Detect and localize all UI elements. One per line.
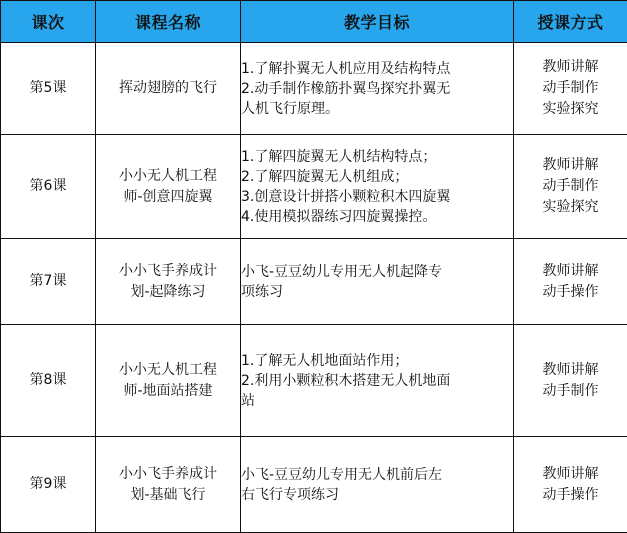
- table-row: [1, 437, 627, 533]
- course-name-line: 小小无人机工程: [96, 360, 240, 381]
- table-row: [1, 325, 627, 437]
- course-name-line: 小小飞手养成计: [96, 464, 240, 485]
- method-line: 动手制作: [514, 176, 627, 197]
- teaching-goal-cell: [241, 43, 514, 135]
- method-line: 动手制作: [514, 78, 627, 99]
- teaching-method-cell: [514, 135, 627, 239]
- goal-line: 1.了解扑翼无人机应用及结构特点: [241, 59, 513, 79]
- course-name-line: 师-创意四旋翼: [96, 187, 240, 208]
- course-name-line: 划-起降练习: [96, 282, 240, 303]
- goal-line: 3.创意设计拼搭小颗粒积木四旋翼: [241, 187, 513, 207]
- goal-line: 1.了解无人机地面站作用；: [241, 351, 513, 371]
- lesson-cell: 第8课: [1, 325, 96, 437]
- teaching-goal-cell: [241, 325, 514, 437]
- method-line: 教师讲解: [514, 261, 627, 282]
- method-line: 教师讲解: [514, 464, 627, 485]
- goal-line: 站: [241, 391, 513, 411]
- course-name-cell: [96, 43, 241, 135]
- method-line: 动手操作: [514, 282, 627, 303]
- lesson-cell: 第9课: [1, 437, 96, 533]
- method-line: 教师讲解: [514, 155, 627, 176]
- table-row: [1, 43, 627, 135]
- goal-line: 2.利用小颗粒积木搭建无人机地面: [241, 371, 513, 391]
- goal-line: 2.动手制作橡筋扑翼鸟探究扑翼无: [241, 79, 513, 99]
- course-name-line: 小小飞手养成计: [96, 261, 240, 282]
- goal-line: 人机飞行原理。: [241, 99, 513, 119]
- course-name-line: 小小无人机工程: [96, 166, 240, 187]
- teaching-goal-cell: [241, 239, 514, 325]
- course-name-cell: [96, 135, 241, 239]
- header-teaching-goal: 教学目标: [241, 1, 514, 43]
- table-row: [1, 239, 627, 325]
- course-name-line: 挥动翅膀的飞行: [96, 78, 240, 99]
- header-lesson: 课次: [1, 1, 96, 43]
- teaching-method-cell: [514, 325, 627, 437]
- teaching-goal-cell: [241, 437, 514, 533]
- lesson-cell: 第5课: [1, 43, 96, 135]
- course-name-cell: [96, 239, 241, 325]
- goal-line: 小飞-豆豆幼儿专用无人机前后左: [241, 465, 513, 485]
- method-line: 动手操作: [514, 485, 627, 506]
- goal-line: 右飞行专项练习: [241, 485, 513, 505]
- teaching-method-cell: [514, 43, 627, 135]
- method-line: 教师讲解: [514, 360, 627, 381]
- method-line: 教师讲解: [514, 57, 627, 78]
- table-header-row: [1, 1, 627, 43]
- goal-line: 项练习: [241, 282, 513, 302]
- teaching-method-cell: [514, 239, 627, 325]
- header-course-name: 课程名称: [96, 1, 241, 43]
- method-line: 实验探究: [514, 197, 627, 218]
- course-name-cell: [96, 437, 241, 533]
- course-name-line: 划-基础飞行: [96, 485, 240, 506]
- teaching-method-cell: [514, 437, 627, 533]
- teaching-goal-cell: [241, 135, 514, 239]
- header-teaching-method: 授课方式: [514, 1, 627, 43]
- lesson-cell: 第7课: [1, 239, 96, 325]
- method-line: 实验探究: [514, 99, 627, 120]
- lesson-cell: 第6课: [1, 135, 96, 239]
- method-line: 动手制作: [514, 381, 627, 402]
- goal-line: 1.了解四旋翼无人机结构特点；: [241, 147, 513, 167]
- course-name-cell: [96, 325, 241, 437]
- goal-line: 2.了解四旋翼无人机组成；: [241, 167, 513, 187]
- table-row: [1, 135, 627, 239]
- course-name-line: 师-地面站搭建: [96, 381, 240, 402]
- goal-line: 4.使用模拟器练习四旋翼操控。: [241, 207, 513, 227]
- goal-line: 小飞-豆豆幼儿专用无人机起降专: [241, 262, 513, 282]
